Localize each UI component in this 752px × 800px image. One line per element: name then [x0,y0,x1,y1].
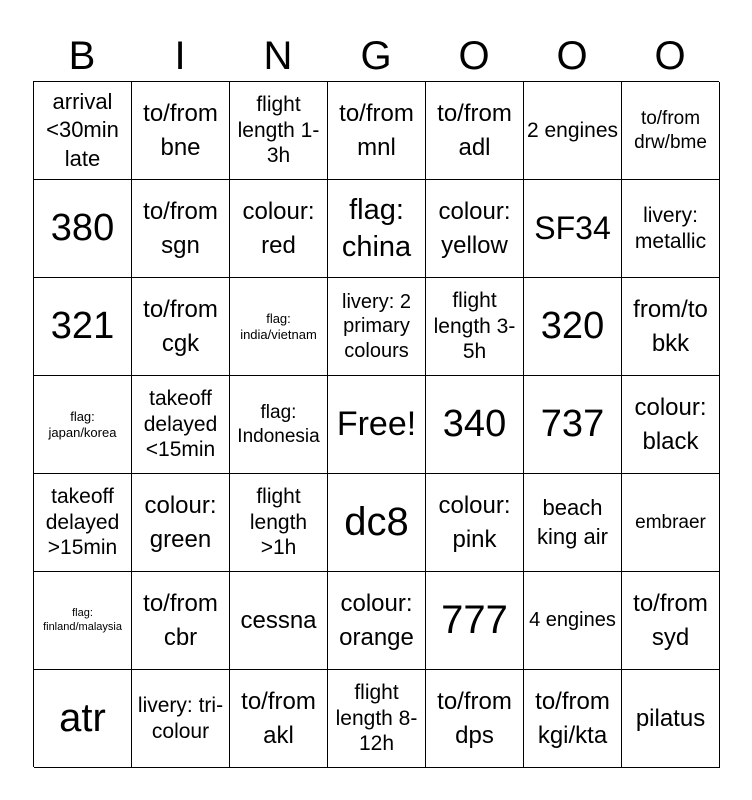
bingo-cell[interactable]: from/to bkk [622,278,720,376]
bingo-cell[interactable]: colour: red [230,180,328,278]
bingo-cell[interactable]: atr [34,670,132,768]
header-letter: O [654,34,686,78]
bingo-cell[interactable]: dc8 [328,474,426,572]
bingo-cell[interactable]: livery: 2 primary colours [328,278,426,376]
header-letter: O [458,34,490,78]
bingo-cell[interactable]: pilatus [622,670,720,768]
bingo-cell[interactable]: SF34 [524,180,622,278]
bingo-cell[interactable]: takeoff delayed <15min [132,376,230,474]
bingo-cell[interactable]: to/from drw/bme [622,82,720,180]
bingo-cell[interactable]: to/from kgi/kta [524,670,622,768]
bingo-cell[interactable]: to/from dps [426,670,524,768]
bingo-cell[interactable]: to/from sgn [132,180,230,278]
bingo-cell[interactable]: to/from cbr [132,572,230,670]
bingo-cell[interactable]: Free! [328,376,426,474]
bingo-cell[interactable]: to/from bne [132,82,230,180]
bingo-cell[interactable]: takeoff delayed >15min [34,474,132,572]
bingo-cell[interactable]: livery: metallic [622,180,720,278]
bingo-cell[interactable]: 2 engines [524,82,622,180]
bingo-cell[interactable]: flag: china [328,180,426,278]
bingo-cell[interactable]: to/from cgk [132,278,230,376]
bingo-cell[interactable]: colour: black [622,376,720,474]
bingo-cell[interactable]: to/from adl [426,82,524,180]
bingo-cell[interactable]: colour: yellow [426,180,524,278]
bingo-cell[interactable]: beach king air [524,474,622,572]
bingo-header [33,32,719,80]
bingo-cell[interactable]: to/from syd [622,572,720,670]
bingo-cell[interactable]: flag: Indonesia [230,376,328,474]
bingo-cell[interactable]: flight length 8-12h [328,670,426,768]
header-letter: I [174,34,186,78]
bingo-cell[interactable]: livery: tri-colour [132,670,230,768]
bingo-cell[interactable]: colour: orange [328,572,426,670]
bingo-cell[interactable]: to/from mnl [328,82,426,180]
bingo-cell[interactable]: embraer [622,474,720,572]
bingo-cell[interactable]: 777 [426,572,524,670]
bingo-cell[interactable]: flight length 3-5h [426,278,524,376]
bingo-cell[interactable]: arrival <30min late [34,82,132,180]
bingo-cell[interactable]: flight length >1h [230,474,328,572]
bingo-cell[interactable]: colour: green [132,474,230,572]
header-letter: G [360,34,392,78]
header-letter: B [68,34,96,78]
bingo-cell[interactable]: flight length 1-3h [230,82,328,180]
header-letter: N [263,34,293,78]
bingo-cell[interactable]: 340 [426,376,524,474]
bingo-cell[interactable]: 380 [34,180,132,278]
bingo-cell[interactable]: colour: pink [426,474,524,572]
bingo-cell[interactable]: cessna [230,572,328,670]
bingo-cell[interactable]: 737 [524,376,622,474]
bingo-cell[interactable]: flag: japan/korea [34,376,132,474]
bingo-cell[interactable]: to/from akl [230,670,328,768]
bingo-cell[interactable]: 320 [524,278,622,376]
bingo-cell[interactable]: 4 engines [524,572,622,670]
bingo-grid [33,81,719,767]
bingo-cell[interactable]: flag: india/vietnam [230,278,328,376]
header-letter: O [556,34,588,78]
bingo-cell[interactable]: 321 [34,278,132,376]
bingo-cell[interactable]: flag: finland/malaysia [34,572,132,670]
